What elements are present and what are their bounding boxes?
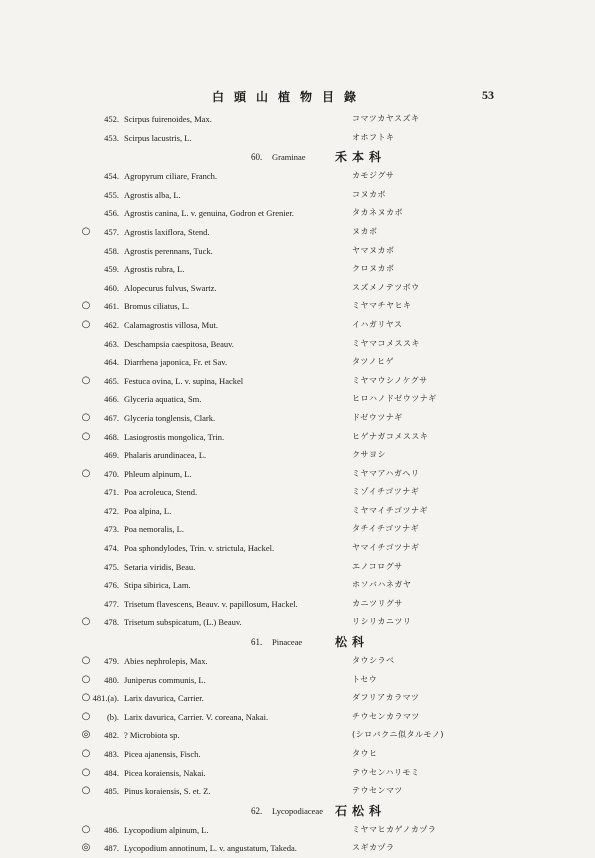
occurrence-mark-icon: ○ xyxy=(81,430,91,442)
japanese-name: タウシラベ xyxy=(352,656,395,666)
japanese-name: ミヤマウシノケグサ xyxy=(352,375,428,385)
species-number: 460. xyxy=(104,282,119,293)
species-row xyxy=(0,558,595,577)
japanese-name: ミゾイチゴツナギ xyxy=(352,487,420,497)
species-row xyxy=(0,539,595,558)
occurrence-mark-icon: ◎ xyxy=(81,842,91,854)
species-row xyxy=(0,764,595,783)
japanese-name: ホソバハネガヤ xyxy=(352,580,412,590)
species-number: 474. xyxy=(104,543,119,554)
scientific-name: Picea koraiensis, Nakai. xyxy=(124,767,206,778)
species-number: 462. xyxy=(104,319,119,330)
japanese-name: クサヨシ xyxy=(352,450,386,460)
family-japanese-name: 石松科 xyxy=(335,803,387,818)
japanese-name: ミヤマヒカゲノカヅラ xyxy=(352,824,437,834)
scientific-name: Calamagrostis villosa, Mut. xyxy=(124,319,218,330)
scientific-name: Lycopodium annotinum, L. v. angustatum, Takeda. xyxy=(124,843,297,854)
species-number: 467. xyxy=(104,412,119,423)
species-number: 472. xyxy=(104,505,119,516)
occurrence-mark-icon: ○ xyxy=(81,673,91,685)
scientific-name: Pinus koraiensis, S. et. Z. xyxy=(124,786,211,797)
species-row xyxy=(0,335,595,354)
species-number: 476. xyxy=(104,580,119,591)
japanese-name: ミヤマアハガヘリ xyxy=(352,468,420,478)
species-row xyxy=(0,708,595,727)
species-number: 452. xyxy=(104,114,119,124)
japanese-name: ミヤマイチゴツナギ xyxy=(352,505,429,515)
scientific-name: Abies nephrolepis, Max. xyxy=(124,656,208,667)
species-row xyxy=(0,745,595,764)
species-row xyxy=(0,297,595,316)
japanese-name: タカネヌカボ xyxy=(352,208,403,218)
japanese-name: チウセンカラマツ xyxy=(352,711,420,721)
japanese-name: クロヌカボ xyxy=(352,264,395,274)
japanese-name: カモジグサ xyxy=(352,171,395,181)
scientific-name: Agrostis alba, L. xyxy=(124,189,181,200)
species-number: 473. xyxy=(104,524,119,535)
scientific-name: Phalaris arundinacea, L. xyxy=(124,450,207,461)
species-row xyxy=(0,465,595,484)
scientific-name: Festuca ovina, L. v. supina, Hackel xyxy=(124,375,244,386)
running-title: 白頭山植物目錄 xyxy=(212,90,367,104)
species-number: 455. xyxy=(104,189,119,200)
japanese-name: イハガリヤス xyxy=(352,319,403,329)
scientific-name: Diarrhena japonica, Fr. et Sav. xyxy=(124,357,228,368)
scientific-name: Agrostis rubra, L. xyxy=(124,264,185,275)
species-row xyxy=(0,204,595,223)
scientific-name: Trisetum subspicatum, (L.) Beauv. xyxy=(124,617,242,628)
japanese-name: タツノヒゲ xyxy=(352,357,394,367)
species-row xyxy=(0,520,595,539)
family-number: 62. xyxy=(251,805,263,816)
scientific-name: Larix davurica, Carrier. V. coreana, Nakai. xyxy=(124,711,269,722)
occurrence-mark-icon: ○ xyxy=(81,467,91,479)
species-number: 481.(a). xyxy=(92,693,119,704)
family-name: Lycopodiaceae xyxy=(272,805,323,816)
japanese-name: コマツカヤスズキ xyxy=(352,114,420,123)
japanese-name: コヌカボ xyxy=(352,189,386,199)
scientific-name: Larix davurica, Carrier. xyxy=(124,693,204,704)
species-number: 458. xyxy=(104,245,119,256)
occurrence-mark-icon: ○ xyxy=(81,225,91,237)
japanese-name: テウセンマツ xyxy=(352,786,403,796)
japanese-name: オホフトキ xyxy=(352,132,395,142)
species-row xyxy=(0,671,595,690)
species-row xyxy=(0,186,595,205)
species-number: 466. xyxy=(104,394,119,405)
species-number: 480. xyxy=(104,674,119,685)
scientific-name: Scirpus fuirenoides, Max. xyxy=(124,114,212,124)
japanese-name: ドゼウツナギ xyxy=(352,412,403,422)
species-row xyxy=(0,279,595,298)
scientific-name: Glyceria tonglensis, Clark. xyxy=(124,412,216,423)
species-row xyxy=(0,576,595,595)
species-row xyxy=(0,821,595,840)
japanese-name: ヒロハノドゼウツナギ xyxy=(352,394,437,404)
species-number: 454. xyxy=(104,171,119,182)
japanese-name: リシリカニツリ xyxy=(352,617,412,627)
species-number: 477. xyxy=(104,598,119,609)
japanese-name: ヒゲナガコメススキ xyxy=(352,431,429,441)
japanese-name: ヤマイチゴツナギ xyxy=(352,543,420,553)
species-number: 468. xyxy=(104,431,119,442)
species-row xyxy=(0,446,595,465)
occurrence-mark-icon: ◎ xyxy=(81,729,91,741)
japanese-name: トセウ xyxy=(352,674,378,684)
scientific-name: Lycopodium alpinum, L. xyxy=(124,824,209,835)
species-row xyxy=(0,390,595,409)
japanese-name: ミヤマチヤヒキ xyxy=(352,301,412,311)
occurrence-mark-icon: ○ xyxy=(81,823,91,835)
species-row xyxy=(0,316,595,335)
species-row xyxy=(0,613,595,632)
species-row xyxy=(0,129,595,148)
species-number: 471. xyxy=(104,487,119,498)
species-number: (b). xyxy=(106,711,119,722)
species-number: 469. xyxy=(104,450,119,461)
species-row xyxy=(0,782,595,801)
family-heading xyxy=(0,147,595,167)
page-header xyxy=(0,88,595,104)
occurrence-mark-icon: ○ xyxy=(81,318,91,330)
species-row xyxy=(0,242,595,261)
japanese-name: スズメノテツボウ xyxy=(352,282,420,292)
species-number: 484. xyxy=(104,767,119,778)
scientific-name: Agropyrum ciliare, Franch. xyxy=(124,171,217,182)
occurrence-mark-icon: ○ xyxy=(81,374,91,386)
species-row xyxy=(0,502,595,521)
scientific-name: Poa nemoralis, L. xyxy=(124,524,184,535)
species-number: 482. xyxy=(104,730,119,741)
species-number: 461. xyxy=(104,301,119,312)
japanese-name: タウヒ xyxy=(352,749,378,758)
family-heading xyxy=(0,801,595,821)
occurrence-mark-icon: ○ xyxy=(81,300,91,312)
species-row xyxy=(0,652,595,671)
occurrence-mark-icon: ○ xyxy=(81,616,91,628)
species-row xyxy=(0,726,595,745)
family-number: 61. xyxy=(251,637,263,648)
species-number: 464. xyxy=(104,357,119,368)
page-number: 53 xyxy=(482,88,494,102)
species-number: 459. xyxy=(104,264,119,275)
family-japanese-name: 松科 xyxy=(335,635,370,650)
species-number: 487. xyxy=(104,843,119,854)
species-row xyxy=(0,595,595,614)
scientific-name: Phleum alpinum, L. xyxy=(124,468,192,479)
japanese-name: ヤマヌカボ xyxy=(352,245,395,255)
species-row xyxy=(0,839,595,858)
japanese-name: ヌカボ xyxy=(352,226,378,236)
occurrence-mark-icon: ○ xyxy=(81,655,91,667)
species-row xyxy=(0,167,595,186)
species-row xyxy=(0,409,595,428)
scientific-name: Scirpus lacustris, L. xyxy=(124,132,192,143)
japanese-name: テウセンハリモミ xyxy=(352,767,420,777)
species-row xyxy=(0,483,595,502)
scientific-name: Juniperus communis, L. xyxy=(124,674,206,685)
japanese-name: スギカヅラ xyxy=(352,843,395,853)
species-number: 463. xyxy=(104,338,119,349)
scientific-name: Agrostis laxiflora, Stend. xyxy=(124,226,210,237)
scientific-name: ? Microbiota sp. xyxy=(124,730,180,741)
species-row xyxy=(0,353,595,372)
species-number: 483. xyxy=(104,749,119,759)
scientific-name: Deschampsia caespitosa, Beauv. xyxy=(124,338,234,349)
species-row xyxy=(0,223,595,242)
scientific-name: Agrostis perennans, Tuck. xyxy=(124,245,213,256)
family-number: 60. xyxy=(251,152,263,163)
species-row xyxy=(0,428,595,447)
japanese-name: エノコログサ xyxy=(352,561,403,571)
species-number: 453. xyxy=(104,132,119,143)
scientific-name: Lasiogrostis mongolica, Trin. xyxy=(124,431,225,442)
scientific-name: Agrostis canina, L. v. genuina, Godron et Grenier. xyxy=(124,208,294,219)
scientific-name: Poa alpina, L. xyxy=(124,505,172,516)
species-row xyxy=(0,689,595,708)
species-number: 456. xyxy=(104,208,119,219)
species-number: 485. xyxy=(104,786,119,797)
species-row xyxy=(0,260,595,279)
scientific-name: Alopecurus fulvus, Swartz. xyxy=(124,282,217,293)
species-list xyxy=(0,110,595,858)
japanese-name: ダフリアカラマツ xyxy=(352,693,420,703)
occurrence-mark-icon: ○ xyxy=(81,785,91,797)
japanese-name: カニツリグサ xyxy=(352,598,403,608)
scientific-name: Glyceria aquatica, Sm. xyxy=(124,394,202,405)
japanese-name: (シロバクニ似タルモノ) xyxy=(352,730,445,740)
scientific-name: Poa acroleuca, Stend. xyxy=(124,487,198,498)
japanese-name: タチイチゴツナギ xyxy=(352,524,420,534)
scientific-name: Trisetum flavescens, Beauv. v. papillosum, Hackel. xyxy=(124,598,298,609)
species-number: 478. xyxy=(104,617,119,628)
occurrence-mark-icon: ○ xyxy=(81,710,91,722)
scientific-name: Stipa sibirica, Lam. xyxy=(124,580,191,591)
species-row xyxy=(0,372,595,391)
occurrence-mark-icon: ○ xyxy=(81,766,91,778)
japanese-name: ミヤマコメススキ xyxy=(352,338,420,348)
family-heading xyxy=(0,632,595,652)
scientific-name: Bromus ciliatus, L. xyxy=(124,301,190,312)
family-japanese-name: 禾本科 xyxy=(335,150,387,165)
occurrence-mark-icon: ○ xyxy=(81,748,91,759)
occurrence-mark-icon: ○ xyxy=(81,411,91,423)
species-number: 479. xyxy=(104,656,119,667)
species-number: 465. xyxy=(104,375,119,386)
occurrence-mark-icon: ○ xyxy=(81,692,91,704)
species-number: 457. xyxy=(104,226,119,237)
species-number: 475. xyxy=(104,561,119,572)
species-number: 486. xyxy=(104,824,119,835)
scientific-name: Setaria viridis, Beau. xyxy=(124,561,196,572)
family-name: Pinaceae xyxy=(272,637,303,648)
scientific-name: Picea ajanensis, Fisch. xyxy=(124,749,201,759)
family-name: Graminae xyxy=(272,152,306,163)
scientific-name: Poa sphondylodes, Trin. v. strictula, Hackel. xyxy=(124,543,275,554)
species-number: 470. xyxy=(104,468,119,479)
species-row xyxy=(0,110,595,129)
